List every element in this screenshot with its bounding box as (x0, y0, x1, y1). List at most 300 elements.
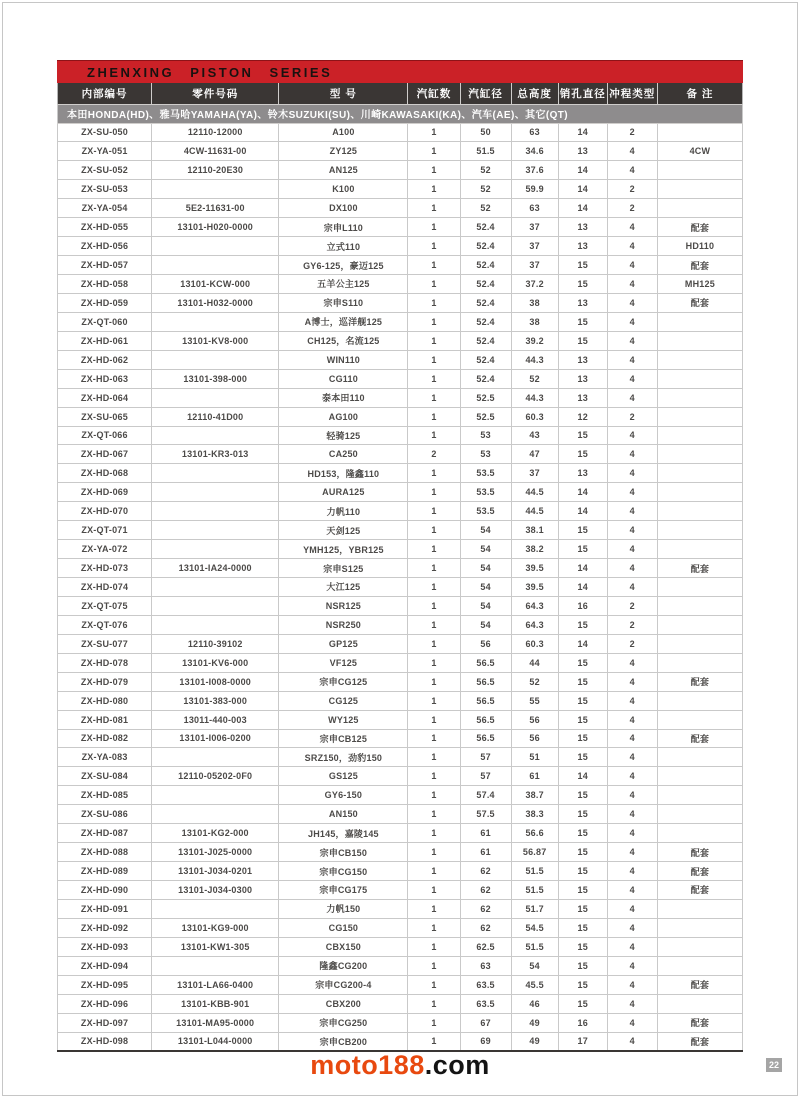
table-row (58, 483, 743, 502)
cell (657, 388, 742, 407)
cell: 14 (558, 502, 607, 521)
cell: 54 (460, 578, 511, 597)
cell (657, 445, 742, 464)
cell: 14 (558, 578, 607, 597)
table-row (58, 937, 743, 956)
cell: 13101-KG2-000 (152, 824, 279, 843)
cell: 38.3 (511, 805, 558, 824)
cell: 13 (558, 464, 607, 483)
cell: JH145，嘉陵145 (279, 824, 408, 843)
table-row (58, 426, 743, 445)
cell (657, 407, 742, 426)
cell: 1 (408, 180, 460, 199)
cell: 1 (408, 615, 460, 634)
cell: 62 (460, 862, 511, 881)
cell: 14 (558, 483, 607, 502)
cell: 47 (511, 445, 558, 464)
cell: 62 (460, 899, 511, 918)
cell: 52 (460, 199, 511, 218)
cell: WY125 (279, 710, 408, 729)
cell: 62.5 (460, 937, 511, 956)
cell: 13011-440-003 (152, 710, 279, 729)
cell: 15 (558, 748, 607, 767)
table-row (58, 615, 743, 634)
cell: HD110 (657, 237, 742, 256)
cell: 配套 (657, 975, 742, 994)
cell: 15 (558, 881, 607, 900)
cell: 4CW (657, 142, 742, 161)
cell (657, 805, 742, 824)
cell (657, 899, 742, 918)
table-row (58, 331, 743, 350)
cell: 宗申CB150 (279, 843, 408, 862)
parts-table (57, 83, 743, 1052)
cell: 39.2 (511, 331, 558, 350)
cell: ZX-HD-096 (58, 994, 152, 1013)
cell: ZX-HD-091 (58, 899, 152, 918)
cell (152, 786, 279, 805)
cell: 13101-H032-0000 (152, 293, 279, 312)
cell: 1 (408, 710, 460, 729)
cell (152, 180, 279, 199)
table-row (58, 691, 743, 710)
table-row (58, 293, 743, 312)
cell: 1 (408, 540, 460, 559)
cell: 宗申S110 (279, 293, 408, 312)
cell: 4 (607, 729, 657, 748)
cell: 13101-L044-0000 (152, 1032, 279, 1051)
cell (152, 596, 279, 615)
cell: 配套 (657, 256, 742, 275)
cell: 宗申CG150 (279, 862, 408, 881)
cell: 13101-KV8-000 (152, 331, 279, 350)
cell: 15 (558, 805, 607, 824)
cell: 配套 (657, 881, 742, 900)
table-row (58, 843, 743, 862)
cell: 37.2 (511, 275, 558, 294)
column-header-7: 冲程类型 (607, 83, 657, 104)
cell: 1 (408, 805, 460, 824)
cell: 配套 (657, 729, 742, 748)
cell: ZX-HD-098 (58, 1032, 152, 1051)
cell: 69 (460, 1032, 511, 1051)
table-row (58, 142, 743, 161)
cell: 配套 (657, 862, 742, 881)
cell: 2 (607, 634, 657, 653)
cell: CBX200 (279, 994, 408, 1013)
cell: 61 (460, 843, 511, 862)
cell: 16 (558, 596, 607, 615)
cell: 1 (408, 275, 460, 294)
cell: 隆鑫CG200 (279, 956, 408, 975)
cell: 1 (408, 426, 460, 445)
cell: 4 (607, 218, 657, 237)
table-row (58, 578, 743, 597)
cell: GY6-150 (279, 786, 408, 805)
cell (152, 615, 279, 634)
cell: 4 (607, 540, 657, 559)
cell: 55 (511, 691, 558, 710)
cell (657, 312, 742, 331)
cell: 52.4 (460, 350, 511, 369)
cell: ZX-HD-059 (58, 293, 152, 312)
cell: 4 (607, 559, 657, 578)
cell: ZX-HD-074 (58, 578, 152, 597)
cell: 1 (408, 483, 460, 502)
cell: 4 (607, 275, 657, 294)
cell: 4 (607, 956, 657, 975)
cell: SRZ150，劲豹150 (279, 748, 408, 767)
cell: 13101-MA95-0000 (152, 1013, 279, 1032)
cell: 12110-39102 (152, 634, 279, 653)
series-title-bar: ZHENXING PISTON SERIES (57, 60, 743, 83)
table-row (58, 899, 743, 918)
cell: 14 (558, 559, 607, 578)
cell (657, 369, 742, 388)
cell: 4 (607, 672, 657, 691)
cell: 15 (558, 275, 607, 294)
cell: 13101-J034-0201 (152, 862, 279, 881)
cell: 1 (408, 237, 460, 256)
cell: A100 (279, 123, 408, 142)
table-row (58, 199, 743, 218)
cell: 4 (607, 388, 657, 407)
cell: ZX-YA-083 (58, 748, 152, 767)
cell (657, 161, 742, 180)
cell: 52.4 (460, 312, 511, 331)
cell: 52.5 (460, 388, 511, 407)
cell: VF125 (279, 653, 408, 672)
table-row (58, 256, 743, 275)
cell: 14 (558, 199, 607, 218)
cell: 44.3 (511, 350, 558, 369)
cell: 1 (408, 123, 460, 142)
cell: DX100 (279, 199, 408, 218)
cell: 56.87 (511, 843, 558, 862)
cell (152, 805, 279, 824)
cell: 13101-H020-0000 (152, 218, 279, 237)
table-body (58, 104, 743, 1051)
cell: 61 (460, 824, 511, 843)
footer-brand-text: moto188 (310, 1050, 425, 1080)
cell: 14 (558, 767, 607, 786)
cell: 宗申CG200-4 (279, 975, 408, 994)
cell: 天剑125 (279, 521, 408, 540)
cell: 64.3 (511, 596, 558, 615)
cell: 50 (460, 123, 511, 142)
cell: 1 (408, 199, 460, 218)
cell: 1 (408, 218, 460, 237)
cell: ZX-HD-073 (58, 559, 152, 578)
cell: 4 (607, 521, 657, 540)
cell: 1 (408, 918, 460, 937)
cell: 1 (408, 748, 460, 767)
cell: 34.6 (511, 142, 558, 161)
table-row (58, 350, 743, 369)
cell: CG110 (279, 369, 408, 388)
cell (657, 691, 742, 710)
cell: ZX-QT-071 (58, 521, 152, 540)
cell: 4 (607, 331, 657, 350)
cell: 1 (408, 729, 460, 748)
column-header-3: 汽缸数 (408, 83, 460, 104)
cell: ZX-HD-093 (58, 937, 152, 956)
cell: 配套 (657, 1013, 742, 1032)
table-row (58, 388, 743, 407)
cell: 46 (511, 994, 558, 1013)
cell: 1 (408, 786, 460, 805)
cell: 13101-KV6-000 (152, 653, 279, 672)
cell: 轻骑125 (279, 426, 408, 445)
piston-series-catalog-table (57, 60, 743, 1052)
cell: 4 (607, 483, 657, 502)
cell: ZX-HD-085 (58, 786, 152, 805)
cell: 1 (408, 653, 460, 672)
cell (657, 994, 742, 1013)
cell: 13 (558, 350, 607, 369)
cell: 13101-KW1-305 (152, 937, 279, 956)
cell: 15 (558, 426, 607, 445)
cell: CBX150 (279, 937, 408, 956)
cell: 38 (511, 293, 558, 312)
cell: 44.3 (511, 388, 558, 407)
cell: CG150 (279, 918, 408, 937)
cell (657, 331, 742, 350)
cell: CA250 (279, 445, 408, 464)
cell: CH125，名流125 (279, 331, 408, 350)
cell: 63.5 (460, 994, 511, 1013)
table-row (58, 975, 743, 994)
cell: 37 (511, 256, 558, 275)
cell (152, 237, 279, 256)
cell: 53.5 (460, 502, 511, 521)
table-row (58, 445, 743, 464)
cell: 4 (607, 691, 657, 710)
cell (152, 483, 279, 502)
cell: 13101-I008-0000 (152, 672, 279, 691)
cell: ZX-HD-081 (58, 710, 152, 729)
cell: ZX-HD-078 (58, 653, 152, 672)
cell: 1 (408, 578, 460, 597)
cell: 39.5 (511, 578, 558, 597)
cell: 4 (607, 748, 657, 767)
cell (657, 615, 742, 634)
cell: 15 (558, 615, 607, 634)
cell: 56.5 (460, 691, 511, 710)
cell: 4 (607, 369, 657, 388)
cell: ZX-HD-088 (58, 843, 152, 862)
cell: 1 (408, 464, 460, 483)
cell: 13101-KCW-000 (152, 275, 279, 294)
cell: 53 (460, 445, 511, 464)
table-row (58, 275, 743, 294)
cell: 15 (558, 672, 607, 691)
cell (657, 786, 742, 805)
cell: 14 (558, 180, 607, 199)
cell: YMH125，YBR125 (279, 540, 408, 559)
cell: ZX-HD-089 (58, 862, 152, 881)
cell: 15 (558, 691, 607, 710)
cell (152, 350, 279, 369)
cell: 54 (460, 615, 511, 634)
cell: 62 (460, 881, 511, 900)
cell: 4 (607, 142, 657, 161)
cell: 15 (558, 975, 607, 994)
cell: 14 (558, 161, 607, 180)
cell: 60.3 (511, 407, 558, 426)
cell: 4 (607, 767, 657, 786)
cell: 53.5 (460, 464, 511, 483)
column-header-2: 型 号 (279, 83, 408, 104)
cell: ZX-HD-082 (58, 729, 152, 748)
cell: 13101-383-000 (152, 691, 279, 710)
cell: 宗申CB200 (279, 1032, 408, 1051)
cell: 14 (558, 634, 607, 653)
cell: ZY125 (279, 142, 408, 161)
cell: 1 (408, 350, 460, 369)
cell: 15 (558, 312, 607, 331)
cell: 1 (408, 824, 460, 843)
cell (152, 312, 279, 331)
cell: 13 (558, 369, 607, 388)
table-row (58, 540, 743, 559)
cell: 宗申CB125 (279, 729, 408, 748)
cell: 1 (408, 937, 460, 956)
cell: ZX-QT-060 (58, 312, 152, 331)
cell: 51.7 (511, 899, 558, 918)
cell: 大江125 (279, 578, 408, 597)
cell: 57.4 (460, 786, 511, 805)
cell (657, 123, 742, 142)
cell: ZX-HD-070 (58, 502, 152, 521)
brand-group-header-row (58, 104, 743, 123)
cell: 13101-KR3-013 (152, 445, 279, 464)
cell: 63 (511, 123, 558, 142)
cell: 56.5 (460, 672, 511, 691)
cell: 13101-KBB-901 (152, 994, 279, 1013)
column-header-5: 总高度 (511, 83, 558, 104)
cell: 4 (607, 899, 657, 918)
cell: 4 (607, 350, 657, 369)
cell: 2 (607, 407, 657, 426)
cell (152, 899, 279, 918)
cell: 15 (558, 256, 607, 275)
cell: 49 (511, 1013, 558, 1032)
cell: 5E2-11631-00 (152, 199, 279, 218)
cell: 54 (460, 540, 511, 559)
cell: 57 (460, 748, 511, 767)
table-row (58, 1032, 743, 1051)
cell: ZX-HD-062 (58, 350, 152, 369)
cell: 4CW-11631-00 (152, 142, 279, 161)
table-row (58, 161, 743, 180)
cell: ZX-QT-076 (58, 615, 152, 634)
cell: 宗申CG250 (279, 1013, 408, 1032)
cell (152, 426, 279, 445)
cell: 56 (511, 729, 558, 748)
cell: 13101-I006-0200 (152, 729, 279, 748)
table-row (58, 407, 743, 426)
cell: 37 (511, 464, 558, 483)
table-row (58, 653, 743, 672)
cell: ZX-HD-092 (58, 918, 152, 937)
cell: 13 (558, 218, 607, 237)
cell: 4 (607, 502, 657, 521)
table-row (58, 805, 743, 824)
cell: NSR125 (279, 596, 408, 615)
cell: 1 (408, 975, 460, 994)
cell: 13101-J034-0300 (152, 881, 279, 900)
table-row (58, 881, 743, 900)
cell: 1 (408, 502, 460, 521)
cell: 1 (408, 369, 460, 388)
cell: A博士，巡洋舰125 (279, 312, 408, 331)
cell: 53.5 (460, 483, 511, 502)
cell: 1 (408, 161, 460, 180)
cell: 1 (408, 1013, 460, 1032)
cell: 52 (460, 180, 511, 199)
cell: 15 (558, 445, 607, 464)
cell: 15 (558, 994, 607, 1013)
footer-domain-suffix: .com (424, 1050, 490, 1080)
table-row (58, 918, 743, 937)
cell: 15 (558, 862, 607, 881)
cell: ZX-QT-066 (58, 426, 152, 445)
cell: ZX-HD-087 (58, 824, 152, 843)
cell: 13101-398-000 (152, 369, 279, 388)
cell: 1 (408, 634, 460, 653)
page-number-badge: 22 (766, 1058, 782, 1072)
cell: 52.5 (460, 407, 511, 426)
cell: 1 (408, 1032, 460, 1051)
cell: 51.5 (511, 862, 558, 881)
cell: 67 (460, 1013, 511, 1032)
cell: 37.6 (511, 161, 558, 180)
cell: ZX-HD-064 (58, 388, 152, 407)
cell: ZX-YA-072 (58, 540, 152, 559)
cell: 13101-LA66-0400 (152, 975, 279, 994)
cell: 4 (607, 843, 657, 862)
cell: ZX-HD-094 (58, 956, 152, 975)
cell (152, 748, 279, 767)
cell: 15 (558, 540, 607, 559)
cell: 60.3 (511, 634, 558, 653)
table-row (58, 237, 743, 256)
cell: 56.5 (460, 710, 511, 729)
cell: 1 (408, 407, 460, 426)
cell: 15 (558, 786, 607, 805)
cell: 1 (408, 142, 460, 161)
cell: 52 (511, 369, 558, 388)
cell (152, 540, 279, 559)
table-row (58, 672, 743, 691)
cell: 4 (607, 426, 657, 445)
cell (657, 180, 742, 199)
cell: 宗申S125 (279, 559, 408, 578)
table-row (58, 502, 743, 521)
cell: 54 (460, 596, 511, 615)
cell: 12110-05202-0F0 (152, 767, 279, 786)
cell: 38.2 (511, 540, 558, 559)
cell: 4 (607, 464, 657, 483)
table-row (58, 596, 743, 615)
table-row (58, 862, 743, 881)
cell (152, 578, 279, 597)
cell (657, 653, 742, 672)
cell: 12110-12000 (152, 123, 279, 142)
cell: 2 (607, 123, 657, 142)
cell (657, 426, 742, 445)
